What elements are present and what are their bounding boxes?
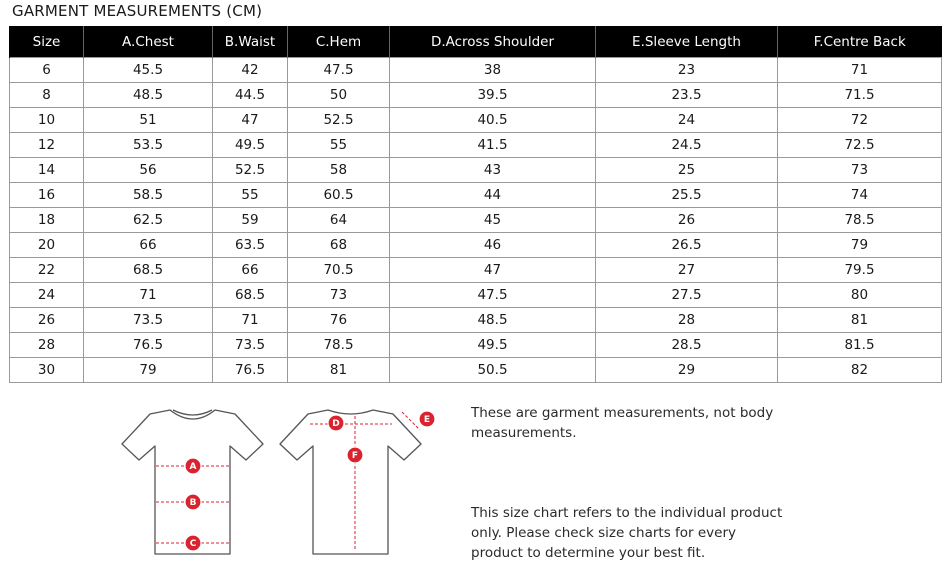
table-row [10, 283, 942, 308]
cell-size: 26 [10, 308, 84, 333]
cell-size: 12 [10, 133, 84, 158]
header-centre-back: F.Centre Back [778, 26, 942, 58]
header-hem: C.Hem [288, 26, 390, 58]
table-row [10, 233, 942, 258]
cell-sleeve-length: 23 [596, 58, 778, 83]
cell-size: 28 [10, 333, 84, 358]
cell-size: 16 [10, 183, 84, 208]
cell-sleeve-length: 28.5 [596, 333, 778, 358]
cell-waist: 44.5 [213, 83, 288, 108]
cell-centre-back: 71.5 [778, 83, 942, 108]
cell-across-shoulder: 46 [390, 233, 596, 258]
cell-chest: 56 [84, 158, 213, 183]
cell-hem: 68 [288, 233, 390, 258]
cell-size: 10 [10, 108, 84, 133]
cell-chest: 51 [84, 108, 213, 133]
cell-size: 18 [10, 208, 84, 233]
cell-sleeve-length: 27 [596, 258, 778, 283]
table-row [10, 358, 942, 383]
marker-f-label: F [351, 451, 359, 462]
marker-e-icon [419, 411, 435, 427]
table-row [10, 208, 942, 233]
cell-size: 30 [10, 358, 84, 383]
cell-centre-back: 78.5 [778, 208, 942, 233]
cell-centre-back: 79.5 [778, 258, 942, 283]
cell-across-shoulder: 45 [390, 208, 596, 233]
marker-b-label: B [189, 498, 197, 509]
cell-sleeve-length: 23.5 [596, 83, 778, 108]
garment-note: These are garment measurements, not body measurements. [471, 405, 774, 441]
cell-hem: 60.5 [288, 183, 390, 208]
cell-chest: 71 [84, 283, 213, 308]
cell-sleeve-length: 24 [596, 108, 778, 133]
cell-hem: 50 [288, 83, 390, 108]
cell-centre-back: 80 [778, 283, 942, 308]
cell-across-shoulder: 47 [390, 258, 596, 283]
size-chart-note: This size chart refers to the individual product only. Please check size charts for every product to determine your best fit. [471, 505, 783, 561]
cell-centre-back: 82 [778, 358, 942, 383]
cell-chest: 66 [84, 233, 213, 258]
cell-centre-back: 79 [778, 233, 942, 258]
cell-chest: 76.5 [84, 333, 213, 358]
cell-size: 20 [10, 233, 84, 258]
cell-hem: 70.5 [288, 258, 390, 283]
cell-across-shoulder: 44 [390, 183, 596, 208]
cell-size: 8 [10, 83, 84, 108]
cell-waist: 63.5 [213, 233, 288, 258]
table-row [10, 333, 942, 358]
cell-across-shoulder: 40.5 [390, 108, 596, 133]
cell-size: 14 [10, 158, 84, 183]
size-chart-table [9, 26, 942, 383]
cell-waist: 73.5 [213, 333, 288, 358]
garment-diagrams [110, 398, 450, 568]
header-waist: B.Waist [213, 26, 288, 58]
table-row [10, 58, 942, 83]
cell-size: 22 [10, 258, 84, 283]
cell-waist: 55 [213, 183, 288, 208]
cell-hem: 55 [288, 133, 390, 158]
cell-across-shoulder: 38 [390, 58, 596, 83]
cell-centre-back: 71 [778, 58, 942, 83]
header-chest: A.Chest [84, 26, 213, 58]
cell-chest: 58.5 [84, 183, 213, 208]
cell-sleeve-length: 27.5 [596, 283, 778, 308]
cell-centre-back: 74 [778, 183, 942, 208]
cell-waist: 59 [213, 208, 288, 233]
cell-across-shoulder: 41.5 [390, 133, 596, 158]
table-header-row [10, 26, 942, 58]
cell-chest: 62.5 [84, 208, 213, 233]
cell-waist: 49.5 [213, 133, 288, 158]
table-row [10, 133, 942, 158]
cell-sleeve-length: 24.5 [596, 133, 778, 158]
cell-chest: 45.5 [84, 58, 213, 83]
cell-waist: 52.5 [213, 158, 288, 183]
cell-hem: 76 [288, 308, 390, 333]
marker-b-icon [185, 494, 201, 510]
cell-centre-back: 81.5 [778, 333, 942, 358]
back-tshirt-icon [280, 410, 421, 554]
table-row [10, 158, 942, 183]
header-size: Size [10, 26, 84, 58]
cell-sleeve-length: 29 [596, 358, 778, 383]
cell-across-shoulder: 49.5 [390, 333, 596, 358]
cell-size: 6 [10, 58, 84, 83]
table-row [10, 183, 942, 208]
cell-centre-back: 72 [778, 108, 942, 133]
marker-e-label: E [423, 415, 431, 426]
marker-d-icon [328, 415, 344, 431]
cell-hem: 81 [288, 358, 390, 383]
cell-centre-back: 72.5 [778, 133, 942, 158]
cell-across-shoulder: 48.5 [390, 308, 596, 333]
cell-sleeve-length: 25.5 [596, 183, 778, 208]
cell-sleeve-length: 28 [596, 308, 778, 333]
cell-hem: 78.5 [288, 333, 390, 358]
cell-waist: 76.5 [213, 358, 288, 383]
cell-chest: 79 [84, 358, 213, 383]
marker-c-icon [185, 535, 201, 551]
cell-waist: 47 [213, 108, 288, 133]
marker-a-icon [185, 458, 201, 474]
marker-a-label: A [189, 462, 197, 473]
front-tshirt-icon [122, 410, 263, 554]
cell-waist: 68.5 [213, 283, 288, 308]
cell-hem: 52.5 [288, 108, 390, 133]
marker-d-label: D [332, 419, 340, 430]
cell-sleeve-length: 26 [596, 208, 778, 233]
table-row [10, 108, 942, 133]
cell-hem: 47.5 [288, 58, 390, 83]
cell-centre-back: 73 [778, 158, 942, 183]
cell-waist: 66 [213, 258, 288, 283]
cell-chest: 68.5 [84, 258, 213, 283]
header-sleeve-length: E.Sleeve Length [596, 26, 778, 58]
cell-across-shoulder: 43 [390, 158, 596, 183]
cell-chest: 53.5 [84, 133, 213, 158]
marker-f-icon [347, 447, 363, 463]
cell-sleeve-length: 25 [596, 158, 778, 183]
cell-across-shoulder: 50.5 [390, 358, 596, 383]
cell-sleeve-length: 26.5 [596, 233, 778, 258]
page-title: GARMENT MEASUREMENTS (CM) [12, 2, 263, 20]
table-row [10, 83, 942, 108]
cell-size: 24 [10, 283, 84, 308]
cell-across-shoulder: 39.5 [390, 83, 596, 108]
cell-waist: 42 [213, 58, 288, 83]
cell-across-shoulder: 47.5 [390, 283, 596, 308]
cell-hem: 58 [288, 158, 390, 183]
cell-chest: 48.5 [84, 83, 213, 108]
header-across-shoulder: D.Across Shoulder [390, 26, 596, 58]
cell-hem: 64 [288, 208, 390, 233]
table-row [10, 308, 942, 333]
cell-chest: 73.5 [84, 308, 213, 333]
cell-centre-back: 81 [778, 308, 942, 333]
cell-hem: 73 [288, 283, 390, 308]
marker-c-label: C [189, 539, 197, 550]
table-row [10, 258, 942, 283]
cell-waist: 71 [213, 308, 288, 333]
